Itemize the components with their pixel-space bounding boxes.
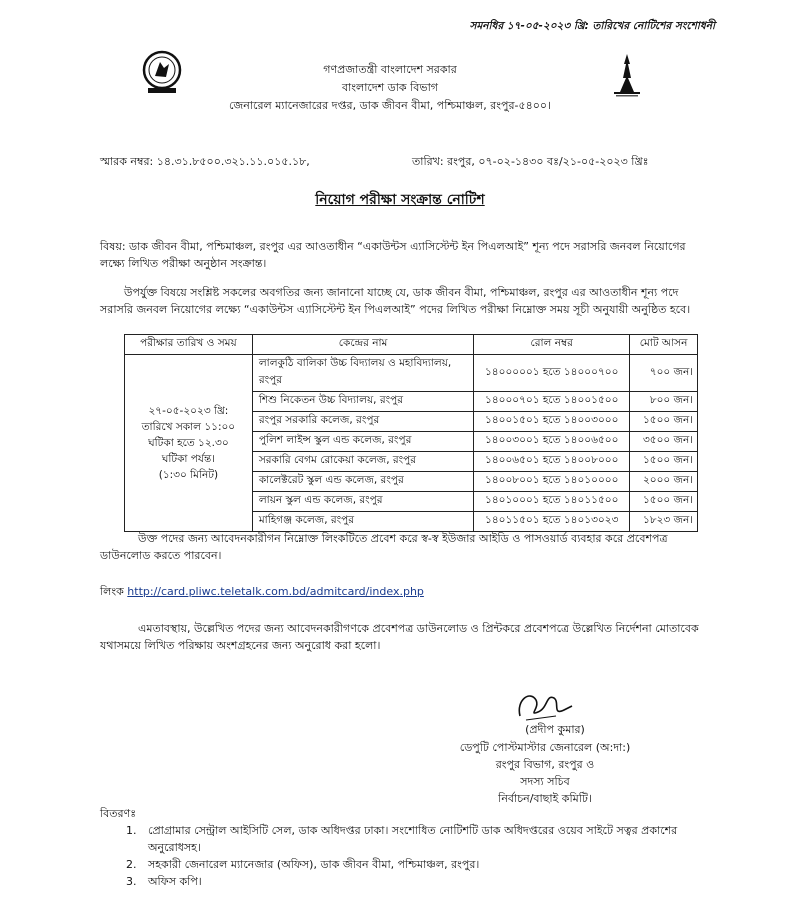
roll-range-cell: ১৪০১১৫০১ হতে ১৪০১৩০২৩ xyxy=(474,512,630,532)
roll-range-cell: ১৪০০৩০০১ হতে ১৪০০৬৫০০ xyxy=(474,432,630,452)
header-total-seats: মোট আসন xyxy=(630,335,698,355)
roll-range-cell: ১৪০০০৭০১ হতে ১৪০০১৫০০ xyxy=(474,392,630,412)
center-name-cell: মাহিগঞ্জ কলেজ, রংপুর xyxy=(252,512,474,532)
seats-cell: ৩৫০০ জন। xyxy=(630,432,698,452)
seats-cell: ১৫০০ জন। xyxy=(630,452,698,472)
correction-note: সমনধির ১৭-০৫-২০২৩ খ্রি: তারিখের নোটিশের সংশোধনী xyxy=(469,20,715,32)
signatory-role: সদস্য সচিব xyxy=(520,775,570,788)
admit-card-link-line xyxy=(100,584,424,600)
header-department: বাংলাদেশ ডাক বিভাগ xyxy=(342,81,438,94)
table-row xyxy=(125,355,698,392)
signatory-name: (প্রদীপ কুমার) xyxy=(525,723,585,736)
signatory-committee: নির্বাচন/বাছাই কমিটি। xyxy=(498,792,592,805)
center-name-cell: শিশু নিকেতন উচ্চ বিদ্যালয়, রংপুর xyxy=(252,392,474,412)
exam-time-line: ঘটিকা হতে ১২.৩০ xyxy=(148,437,229,449)
link-label: লিংক xyxy=(100,585,124,598)
notice-title: নিয়োগ পরীক্ষা সংক্রান্ত নোটিশ xyxy=(315,192,485,208)
list-item: 2. সহকারী জেনারেল ম্যানেজার (অফিস), ডাক জীবন বীমা, পশ্চিমাঞ্চল, রংপুর। xyxy=(140,856,720,873)
exam-time-cell xyxy=(125,355,253,532)
roll-range-cell: ১৪০০০০০১ হতে ১৪০০০৭০০ xyxy=(474,355,630,392)
distribution-list xyxy=(112,822,720,890)
exam-duration-line: (১:৩০ মিনিট) xyxy=(158,469,219,481)
distribution-heading: বিতরণঃ xyxy=(100,807,137,820)
postal-emblem-logo xyxy=(604,52,650,98)
seats-cell: ৮০০ জন। xyxy=(630,392,698,412)
header-center-name: কেন্দ্রের নাম xyxy=(252,335,474,355)
table-header-row xyxy=(125,335,698,355)
closing-paragraph: এমতাবস্থায়, উল্লেখিত পদের জন্য আবেদনকারীগণকে প্রবেশপত্র ডাউনলোড ও প্রিন্টকরে প্রবেশপত্রে উল্লেখিত নির্দেশনা মোতাবেক যথাসময়ে লিখিত পরিক্ষায় অংশগ্রহনের জন্য অনুরোধ করা হলো। xyxy=(100,622,699,652)
seats-cell: ১৫০০ জন। xyxy=(630,492,698,512)
seats-cell: ২০০০ জন। xyxy=(630,472,698,492)
roll-range-cell: ১৪০০৮০০১ হতে ১৪০১০০০০ xyxy=(474,472,630,492)
intro-paragraph: উপর্যুক্ত বিষয়ে সংশ্লিষ্ট সকলের অবগতির জন্য জানানো যাচ্ছে যে, ডাক জীবন বীমা, পশ্চিমাঞ্চল, রংপুর এর আওতাধীন শূন্য পদে সরাসরি জনবল নিয়োগের লক্ষ্যে “একাউন্টস এ্যাসিস্টেন্ট ইন পিএলআই” পদের লিখিত পরীক্ষা নিম্নোক্ত সময় সূচী অনুযায়ী অনুষ্ঠিত হবে। xyxy=(100,286,691,316)
header-office: জেনারেল ম্যানেজারের দপ্তর, ডাক জীবন বীমা, পশ্চিমাঞ্চল, রংপুর-৫৪০০। xyxy=(228,99,552,112)
seats-cell: ৭০০ জন। xyxy=(630,355,698,392)
list-item: 3. অফিস কপি। xyxy=(140,873,720,890)
center-name-cell: রংপুর সরকারি কলেজ, রংপুর xyxy=(252,412,474,432)
header-roll-number: রোল নম্বর xyxy=(474,335,630,355)
subject-text: বিষয়: ডাক জীবন বীমা, পশ্চিমাঞ্চল, রংপুর এর আওতাধীন “একাউন্টস এ্যাসিস্টেন্ট ইন পিএলআই” শূন্য পদে সরাসরি জনবল নিয়োগের লক্ষ্যে লিখিত পরীক্ষা অনুষ্ঠান সংক্রান্ত। xyxy=(100,240,686,270)
seats-cell: ১৫০০ জন। xyxy=(630,412,698,432)
signature-image xyxy=(508,686,578,726)
header-government: গণপ্রজাতন্ত্রী বাংলাদেশ সরকার xyxy=(323,63,457,76)
center-name-cell: সরকারি বেগম রোকেয়া কলেজ, রংপুর xyxy=(252,452,474,472)
roll-range-cell: ১৪০০৬৫০১ হতে ১৪০০৮০০০ xyxy=(474,452,630,472)
roll-range-cell: ১৪০০১৫০১ হতে ১৪০০৩০০০ xyxy=(474,412,630,432)
admit-card-link[interactable]: http://card.pliwc.teletalk.com.bd/admitcard/index.php xyxy=(127,585,424,598)
signatory-designation: ডেপুটি পোস্টমাস্টার জেনারেল (অ:দা:) xyxy=(459,741,631,754)
memo-number: স্মারক নম্বর: ১৪.৩১.৮৫০০.৩২১.১১.০১৫.১৮, xyxy=(100,155,310,168)
seats-cell: ১৮২৩ জন। xyxy=(630,512,698,532)
memo-date: তারিখ: রংপুর, ০৭-০২-১৪৩০ বঃ/২১-০৫-২০২৩ খ্রিঃ xyxy=(412,155,649,168)
roll-range-cell: ১৪০১০০০১ হতে ১৪০১১৫০০ xyxy=(474,492,630,512)
exam-date-line: ২৭-০৫-২০২৩ খ্রি: xyxy=(148,405,229,417)
center-name-cell: কালেক্টরেট স্কুল এন্ড কলেজ, রংপুর xyxy=(252,472,474,492)
center-name-cell: লায়ন স্কুল এন্ড কলেজ, রংপুর xyxy=(252,492,474,512)
signatory-division: রংপুর বিভাগ, রংপুর ও xyxy=(495,758,595,771)
list-item: 1. প্রোগ্রামার সেন্ট্রাল আইসিটি সেল, ডাক অধিদপ্তর ঢাকা। সংশোধিত নোটিশটি ডাক অধিদপ্তরের ওয়েব সাইটে সত্বর প্রকাশের অনুরোধসহ। xyxy=(140,822,720,856)
header-exam-time: পরীক্ষার তারিখ ও সময় xyxy=(125,335,253,355)
center-name-cell: পুলিশ লাইন্স স্কুল এন্ড কলেজ, রংপুর xyxy=(252,432,474,452)
download-paragraph: উক্ত পদের জন্য আবেদনকারীগন নিম্নোক্ত লিংকটিতে প্রবেশ করে স্ব-স্ব ইউজার আইডি ও পাসওয়ার্ড ব্যবহার করে প্রবেশপত্র ডাউনলোড করতে পারবেন। xyxy=(100,532,668,562)
exam-time-line: তারিখে সকাল ১১:০০ xyxy=(141,421,236,433)
exam-schedule-table xyxy=(124,334,698,532)
government-seal-logo xyxy=(142,50,182,96)
center-name-cell: লালকুঠি বালিকা উচ্চ বিদ্যালয় ও মহাবিদ্যালয়, রংপুর xyxy=(252,355,474,392)
exam-time-line: ঘটিকা পর্যন্ত। xyxy=(161,453,215,465)
